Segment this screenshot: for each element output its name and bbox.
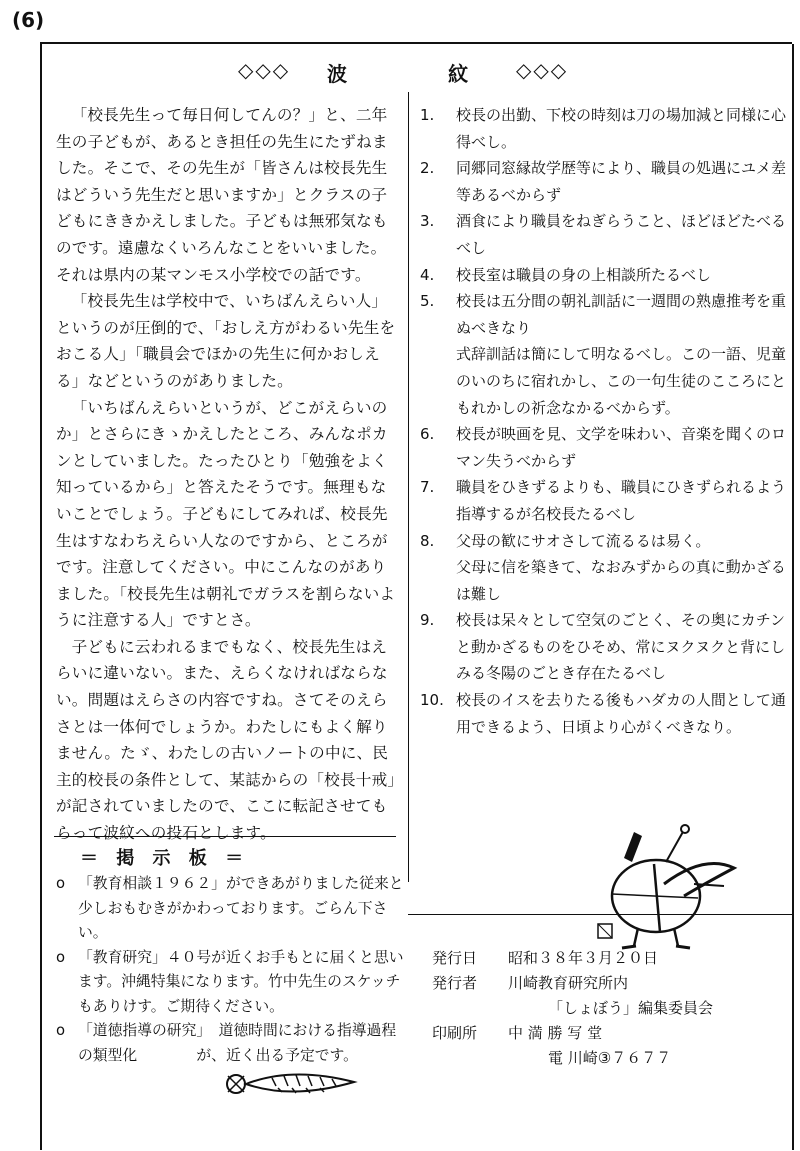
bullet-mark: o xyxy=(56,1022,66,1039)
list-item-text xyxy=(456,288,786,421)
list-item-number: 3. xyxy=(420,212,435,231)
list-item-number: 5. xyxy=(420,292,435,311)
imprint-publisher-value: 川崎教育研究所内 xyxy=(508,974,629,992)
header-diamonds-right: ◇◇◇ xyxy=(516,58,569,82)
imprint-printer-value: 中 満 勝 写 堂 xyxy=(508,1024,603,1042)
imprint-publisher-row xyxy=(432,971,782,996)
imprint-publisher-label: 発行者 xyxy=(432,974,478,992)
imprint-date-label: 発行日 xyxy=(432,949,478,967)
list-item xyxy=(420,687,786,740)
list-item-extra: 式辞訓話は簡にして明なるべし。この一語、児童のいのちに宿れかし、この一句生徒のこころにともれかしの祈念なかるべからず。 xyxy=(456,345,787,417)
list-item-number: 8. xyxy=(420,531,435,550)
imprint-publisher-row-2 xyxy=(432,996,782,1021)
mascot-illustration xyxy=(594,824,744,954)
list-item-text: 校長が映画を見、文学を味わい、音楽を聞くのロマン失うべからず xyxy=(456,425,787,470)
list-item-number: 2. xyxy=(420,159,435,178)
imprint-publisher-value-2: 「しょぼう」編集委員会 xyxy=(548,999,714,1017)
list-item-number: 4. xyxy=(420,265,435,284)
newsletter-frame xyxy=(40,44,794,1150)
list-item xyxy=(56,946,406,1020)
article-paragraph: 「校長先生は学校中で、いちばんえらい人」というのが圧倒的で、「おしえ方がわるい先生をおこる人」「職員会でほかの先生に何かおしえる」などというのがありました。 xyxy=(56,292,396,390)
fish-illustration xyxy=(222,1064,362,1104)
list-item-text xyxy=(456,528,786,608)
list-item-main: 校長は五分間の朝礼訓話に一週間の熟慮推考を重ぬべきなり xyxy=(456,292,787,337)
imprint-printer-label: 印刷所 xyxy=(432,1024,478,1042)
bulletin-board-divider xyxy=(54,836,396,837)
list-item xyxy=(420,102,786,155)
list-item xyxy=(420,155,786,208)
list-item xyxy=(420,528,786,608)
imprint-divider xyxy=(408,914,792,915)
list-item-number: 9. xyxy=(420,611,435,630)
list-item xyxy=(420,421,786,474)
article-paragraph: 子どもに云われるまでもなく、校長先生はえらいに違いない。また、えらくなければならない。問題はえらさの内容ですね。さてそのえらさとは一体何でしょうか。わたしにもよく解りません。たゞ、わたしの古いノートの中に、民主的校長の条件として、某誌からの「校長十戒」が記されていましたので、ここに転記させてもらって波紋への投石とします。 xyxy=(56,637,396,843)
imprint-phone-row xyxy=(432,1046,782,1071)
imprint xyxy=(432,946,782,1071)
list-item-extra: 父母に信を築きて、なおみずからの真に動かざるは難し xyxy=(456,558,786,603)
list-item-number: 1. xyxy=(420,106,435,124)
header-title-char-2: 紋 xyxy=(448,62,468,86)
list-item-number: 6. xyxy=(420,425,435,444)
list-item-text: 校長室は職員の身の上相談所たるべし xyxy=(456,265,712,284)
list-item-text: 酒食により職員をねぎらうこと、ほどほどたべるべし xyxy=(456,212,787,257)
list-item-text: 職員をひきずるよりも、職員にひきずられるよう指導するが名校長たるべし xyxy=(456,478,787,523)
list-item-text: 同郷同窓縁故学歴等により、職員の処遇にユメ差等あるべからず xyxy=(456,159,787,204)
bullet-mark: o xyxy=(56,875,66,892)
article-body xyxy=(56,102,402,847)
list-item-main: 父母の歓にサオさして流るるは易く。 xyxy=(456,531,711,550)
list-item-number: 10. xyxy=(420,691,444,710)
imprint-date-value: 昭和３８年３月２０日 xyxy=(508,949,659,967)
list-item xyxy=(56,872,406,946)
header-diamonds-left: ◇◇◇ xyxy=(238,58,291,82)
list-item xyxy=(420,262,786,289)
list-item-text: 「道徳指導の研究」 道徳時間における指導過程の類型化 が、近く出る予定です。 xyxy=(78,1022,397,1064)
list-item-text: 「教育研究」４０号が近くお手もとに届くと思います。沖縄特集になります。竹中先生のスケッチもありけす。ご期待ください。 xyxy=(78,948,404,1015)
list-item-text: 「教育相談１９６２」ができあがりました従来と少しおもむきがかわっております。ごらん下さい。 xyxy=(78,875,404,941)
list-item xyxy=(56,1019,406,1068)
article-paragraph: 「いちばんえらいというが、どこがえらいのか」とさらにきゝかえしたところ、みんなポカンとしていました。たったひとり「勉強をよく知っているから」と答えたそうです。無理もないことでしょう。子どもにしてみれば、校長先生はすなわちえらい人なのですから、ところがです。注意してください。中にこんなのがありました。「校長先生は朝礼でガラスを割らないように注意する人」ですとさ。 xyxy=(56,398,396,630)
list-item-text: 校長のイスを去りたる後もハダカの人間として通用できるよう、日頃より心がくべきなり。 xyxy=(456,691,786,736)
list-item xyxy=(420,607,786,687)
commandments-list xyxy=(420,102,786,740)
list-item xyxy=(420,288,786,421)
list-item-text: 校長は呆々として空気のごとく、その奥にカチンと動かざるものをひそめ、常にヌクヌクと背にしみる冬陽のごとき存在たるべし xyxy=(456,611,786,683)
imprint-date-row xyxy=(432,946,782,971)
list-item-number: 7. xyxy=(420,478,435,497)
list-item-text: 校長の出勤、下校の時刻は刀の場加減と同様に心得べし。 xyxy=(456,106,787,151)
section-header xyxy=(42,58,792,88)
bulletin-board xyxy=(56,872,406,1068)
imprint-printer-row xyxy=(432,1021,782,1046)
page-number: (6) xyxy=(12,8,45,32)
list-item xyxy=(420,208,786,261)
bulletin-board-title: ＝ 掲 示 板 ＝ xyxy=(80,848,250,869)
header-title-char-1: 波 xyxy=(327,62,347,86)
bullet-mark: o xyxy=(56,948,66,966)
imprint-printer-phone: 電 川崎③７６７７ xyxy=(548,1049,672,1067)
article-paragraph: 「校長先生って毎日何してんの？」と、二年生の子どもが、あるとき担任の先生にたずねました。そこで、その先生が「皆さんは校長先生はどういう先生だと思いますか」とクラスの子どもにききかえしました。子どもは無邪気なものです。遠慮なくいろんなことをいいました。それは県内の某マンモス小学校での話です。 xyxy=(56,106,388,284)
column-divider xyxy=(408,92,409,882)
list-item xyxy=(420,474,786,527)
